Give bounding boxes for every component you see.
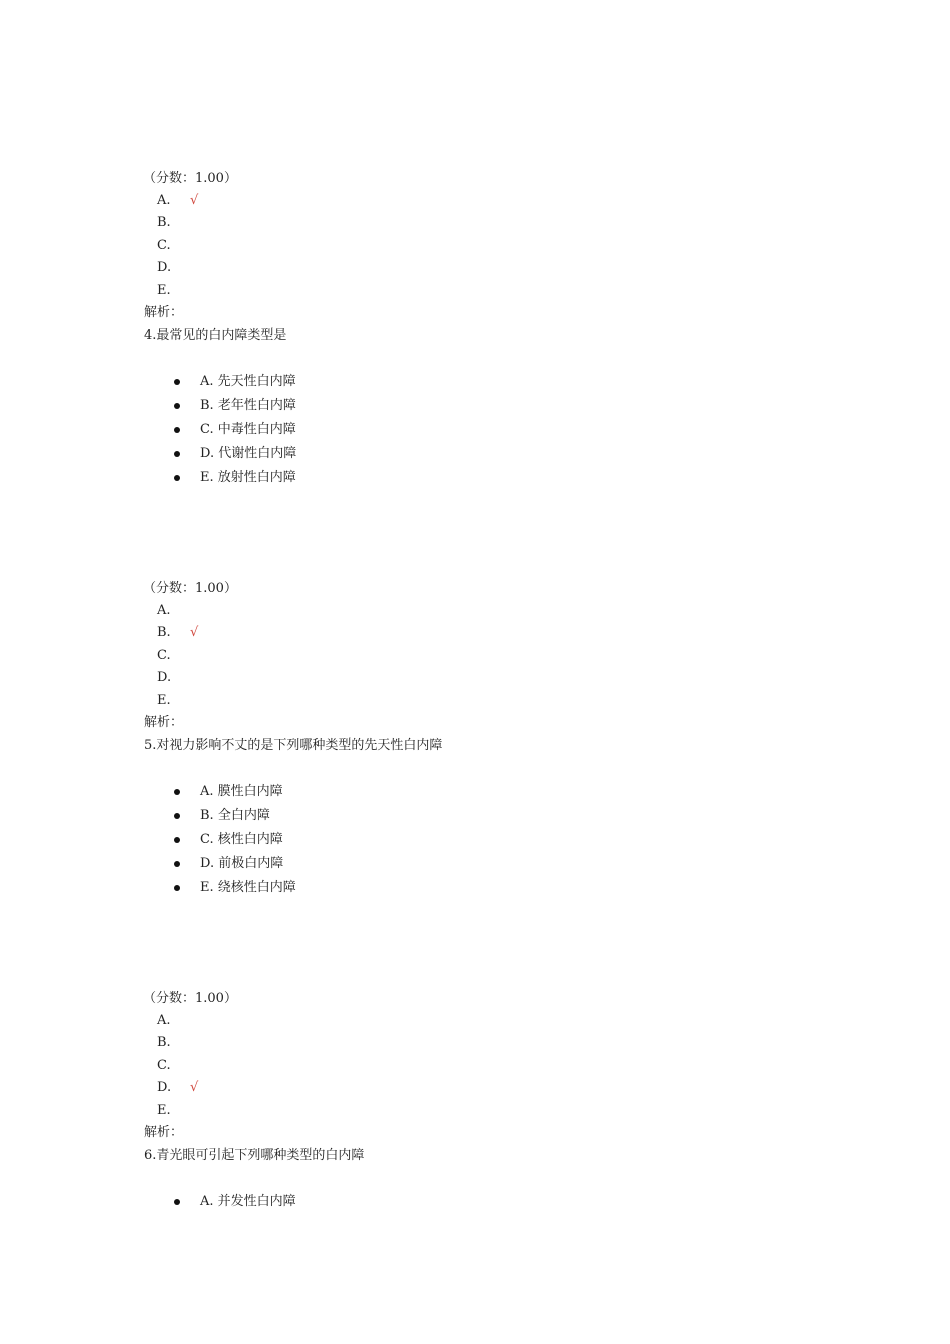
- answer-option-label: C.: [157, 237, 171, 253]
- answer-option-label: E.: [157, 1102, 171, 1118]
- answer-option-label: B.: [157, 215, 171, 231]
- choice-text: A. 并发性白内障: [200, 1194, 296, 1209]
- answer-option-label: E.: [157, 282, 171, 298]
- choice-text: D. 前极白内障: [200, 856, 284, 871]
- score-label: （分数：1.00）: [143, 581, 237, 596]
- question-text: 5.对视力影响不丈的是下列哪种类型的先天性白内障: [144, 738, 443, 753]
- bullet-icon: [174, 427, 180, 433]
- bullet-icon: [174, 475, 180, 481]
- answer-option-label: E.: [157, 692, 171, 708]
- bullet-icon: [174, 1199, 180, 1205]
- answer-option-label: A.: [157, 193, 171, 208]
- choice-text: B. 全白内障: [200, 808, 270, 823]
- answer-option-label: D.: [157, 1080, 172, 1096]
- answer-option-label: C.: [157, 647, 171, 663]
- correct-check-icon: √: [190, 625, 199, 641]
- analysis-label: 解析：: [144, 715, 184, 730]
- answer-option-label: B.: [157, 625, 171, 641]
- choice-text: D. 代谢性白内障: [200, 446, 297, 461]
- answer-option-label: C.: [157, 1057, 171, 1073]
- correct-check-icon: √: [190, 193, 199, 208]
- choice-text: E. 放射性白内障: [200, 470, 296, 485]
- bullet-icon: [174, 403, 180, 409]
- bullet-icon: [174, 379, 180, 385]
- bullet-icon: [174, 789, 180, 795]
- choice-text: A. 膜性白内障: [200, 784, 283, 799]
- choice-text: A. 先天性白内障: [200, 374, 296, 389]
- bullet-icon: [174, 813, 180, 819]
- bullet-icon: [174, 837, 180, 843]
- choice-text: E. 绕核性白内障: [200, 880, 296, 895]
- analysis-label: 解析：: [144, 305, 184, 320]
- choice-text: C. 核性白内障: [200, 832, 283, 847]
- question-text: 4.最常见的白内障类型是: [144, 328, 287, 343]
- analysis-label: 解析：: [144, 1125, 184, 1140]
- answer-option-label: B.: [157, 1035, 171, 1051]
- score-label: （分数：1.00）: [143, 171, 237, 186]
- answer-option-label: D.: [157, 260, 172, 276]
- choice-text: C. 中毒性白内障: [200, 422, 296, 437]
- bullet-icon: [174, 861, 180, 867]
- bullet-icon: [174, 451, 180, 457]
- answer-option-label: A.: [157, 1013, 171, 1028]
- bullet-icon: [174, 885, 180, 891]
- choice-text: B. 老年性白内障: [200, 398, 296, 413]
- question-text: 6.青光眼可引起下列哪种类型的白内障: [144, 1148, 365, 1163]
- answer-option-label: D.: [157, 670, 172, 686]
- score-label: （分数：1.00）: [143, 991, 237, 1006]
- answer-option-label: A.: [157, 603, 171, 618]
- correct-check-icon: √: [190, 1080, 199, 1096]
